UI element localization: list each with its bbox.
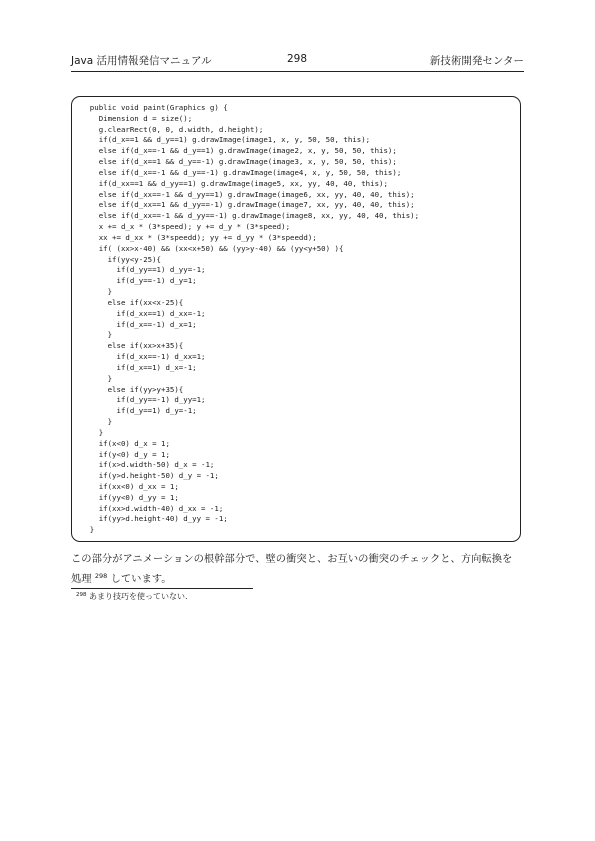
code-line: if(y>d.height-50) d_y = -1; <box>72 471 219 481</box>
code-line: if(yy<0) d_yy = 1; <box>72 492 179 502</box>
code-line: if(yy>d.height-40) d_yy = -1; <box>72 514 228 524</box>
code-line: } <box>72 417 113 427</box>
caption-line-2-end: しています。 <box>110 572 172 585</box>
footnote <box>76 591 188 602</box>
code-line: public void paint(Graphics g) { <box>72 103 228 112</box>
code-line: else if(d_xx==1 && d_yy==-1) g.drawImage(image7, xx, yy, 40, 40, this); <box>72 200 415 210</box>
code-line: else if(d_x==-1 && d_y==-1) g.drawImage(image4, x, y, 50, 50, this); <box>72 167 402 177</box>
code-line: if(d_x==1 && d_y==1) g.drawImage(image1, x, y, 50, 50, this); <box>72 135 371 145</box>
code-line: } <box>72 373 113 383</box>
code-line: if(d_yy==1) d_yy=-1; <box>72 265 206 275</box>
code-line: if(y<0) d_y = 1; <box>72 449 170 459</box>
code-line: if(x>d.width-50) d_x = -1; <box>72 460 215 470</box>
running-title: Java 活用情報発信マニュアル <box>71 55 212 67</box>
code-line: else if(d_x==1 && d_y==-1) g.drawImage(image3, x, y, 50, 50, this); <box>72 157 397 167</box>
code-line: else if(d_xx==-1 && d_yy==1) g.drawImage(image6, xx, yy, 40, 40, this); <box>72 189 415 199</box>
code-line: } <box>72 427 104 437</box>
caption-line-1: この部分がアニメーションの根幹部分で、壁の衝突と、お互いの衝突のチェックと、方向転換を <box>71 553 513 565</box>
code-line: } <box>72 287 113 297</box>
caption-line-2-start: 処理 <box>71 572 92 585</box>
code-line: if(d_y==1) d_y=-1; <box>72 406 197 416</box>
page-number: 298 <box>287 53 308 65</box>
caption-paragraph <box>71 551 525 587</box>
footnote-number: 298 <box>76 592 87 598</box>
code-line: else if(d_xx==-1 && d_yy==-1) g.drawImage(image8, xx, yy, 40, 40, this); <box>72 211 420 221</box>
page-header <box>71 53 524 67</box>
code-line: if(d_xx==1) d_xx=-1; <box>72 308 206 318</box>
code-line: xx += d_xx * (3*speedd); yy += d_yy * (3*speedd); <box>72 232 317 242</box>
code-line: else if(xx>x+35){ <box>72 341 184 351</box>
code-listing-frame <box>71 96 521 542</box>
code-line: if(xx>d.width-40) d_xx = -1; <box>72 503 224 513</box>
code-line: if(d_x==1) d_x=-1; <box>72 362 197 372</box>
code-listing <box>72 103 419 536</box>
organization-name: 新技術開発センター <box>429 55 524 67</box>
code-line: if( (xx>x-40) && (xx<x+50) && (yy>y-40) && (yy<y+50) ){ <box>72 243 344 253</box>
code-line: if(d_xx==-1) d_xx=1; <box>72 352 206 362</box>
code-line: g.clearRect(0, 0, d.width, d.height); <box>72 124 264 134</box>
code-line: if(x<0) d_x = 1; <box>72 438 170 448</box>
code-line: if(d_x==-1) d_x=1; <box>72 319 197 329</box>
code-line: } <box>72 525 95 535</box>
code-line: if(d_xx==1 && d_yy==1) g.drawImage(image5, xx, yy, 40, 40, this); <box>72 178 388 188</box>
code-line: if(d_yy==-1) d_yy=1; <box>72 395 206 405</box>
code-line: if(yy<y-25){ <box>72 254 161 264</box>
code-line: else if(d_x==-1 && d_y==1) g.drawImage(image2, x, y, 50, 50, this); <box>72 146 397 156</box>
code-line: } <box>72 330 113 340</box>
code-line: Dimension d = size(); <box>72 113 193 123</box>
header-rule <box>71 71 524 72</box>
code-line: else if(yy>y+35){ <box>72 384 184 394</box>
footnote-rule <box>71 588 253 589</box>
footnote-reference: 298 <box>94 571 108 580</box>
code-line: if(xx<0) d_xx = 1; <box>72 481 179 491</box>
footnote-text: あまり技巧を使っていない. <box>89 592 188 601</box>
code-line: x += d_x * (3*speed); y += d_y * (3*speed); <box>72 222 291 232</box>
code-line: if(d_y==-1) d_y=1; <box>72 276 197 286</box>
code-line: else if(xx<x-25){ <box>72 297 184 307</box>
